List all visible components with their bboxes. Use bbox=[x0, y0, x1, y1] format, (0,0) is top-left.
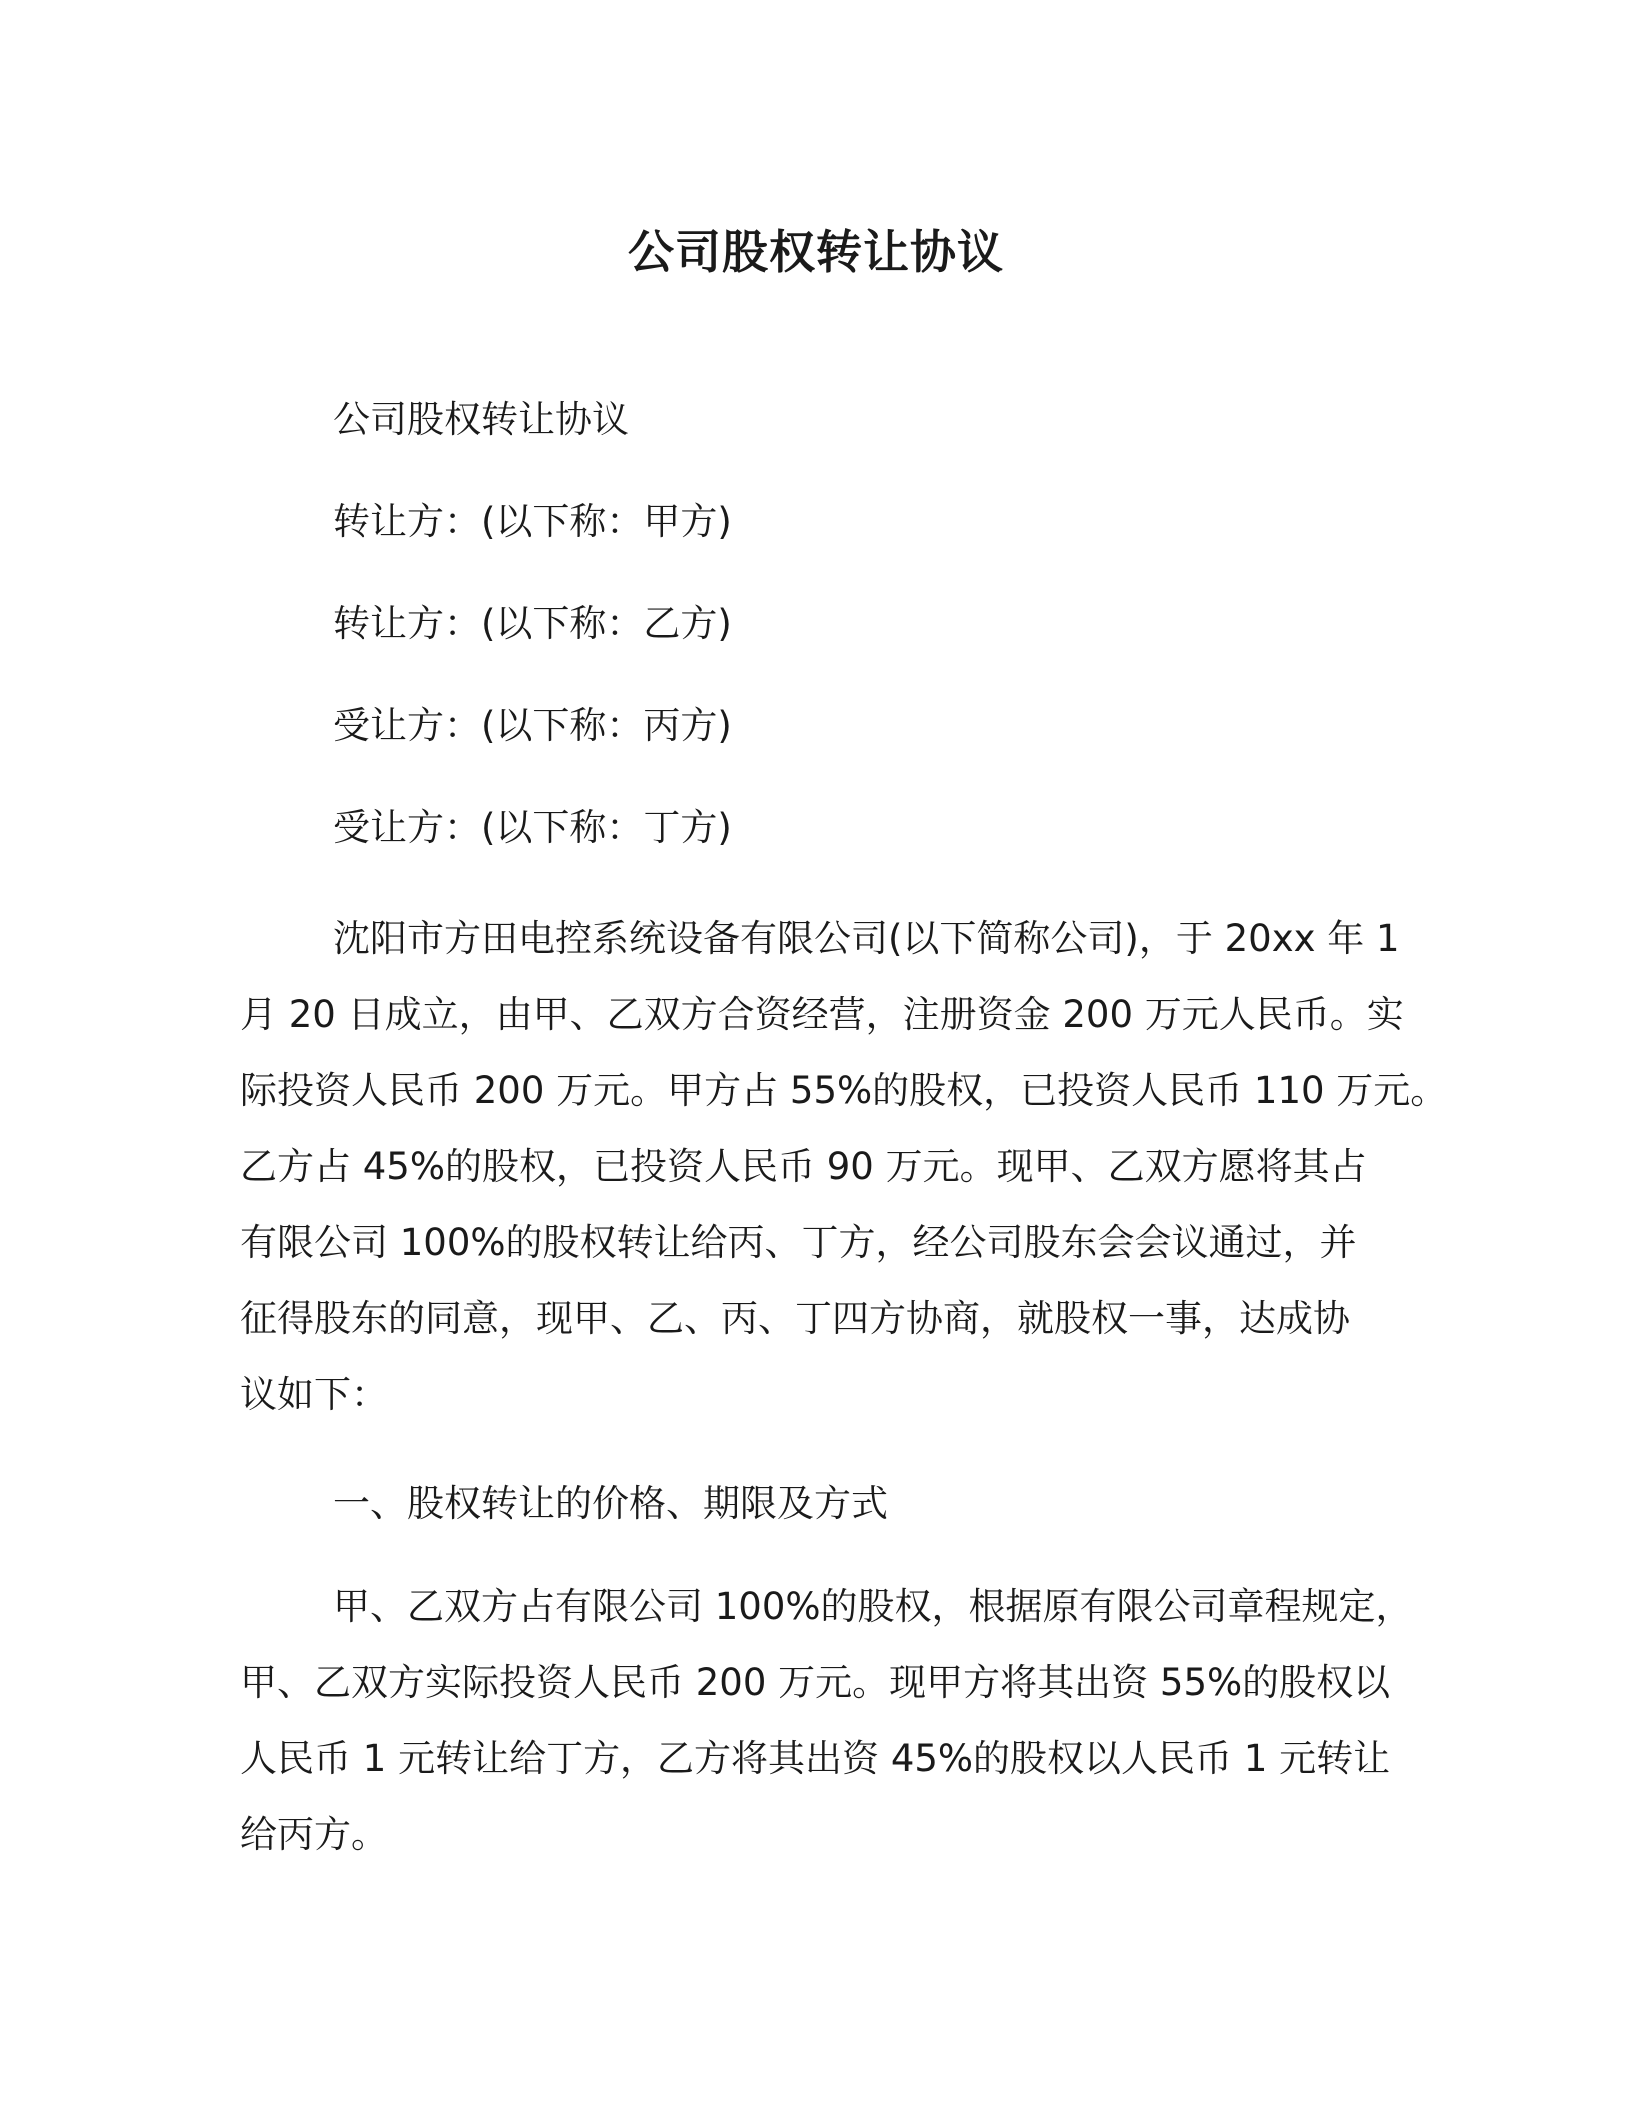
paragraph-line: 月 20 日成立，由甲、乙双方合资经营，注册资金 200 万元人民币。实 bbox=[240, 993, 1404, 1036]
section-heading: 一、股权转让的价格、期限及方式 bbox=[333, 1482, 888, 1525]
party-line-transferee-c: 受让方：(以下称：丙方) bbox=[333, 704, 732, 747]
paragraph-line: 给丙方。 bbox=[240, 1813, 388, 1856]
paragraph-line: 有限公司 100%的股权转让给丙、丁方，经公司股东会会议通过，并 bbox=[240, 1221, 1357, 1264]
paragraph-line: 甲、乙双方实际投资人民币 200 万元。现甲方将其出资 55%的股权以 bbox=[240, 1661, 1391, 1704]
paragraph-line: 乙方占 45%的股权，已投资人民币 90 万元。现甲、乙双方愿将其占 bbox=[240, 1145, 1367, 1188]
paragraph-line: 人民币 1 元转让给丁方，乙方将其出资 45%的股权以人民币 1 元转让 bbox=[240, 1737, 1391, 1780]
paragraph-line: 甲、乙双方占有限公司 100%的股权，根据原有限公司章程规定， bbox=[333, 1585, 1413, 1628]
party-line-transferor-a: 转让方：(以下称：甲方) bbox=[333, 500, 732, 543]
paragraph-line: 沈阳市方田电控系统设备有限公司(以下简称公司)，于 20xx 年 1 bbox=[333, 917, 1400, 960]
paragraph-line: 征得股东的同意，现甲、乙、丙、丁四方协商，就股权一事，达成协 bbox=[240, 1297, 1350, 1340]
paragraph-line: 际投资人民币 200 万元。甲方占 55%的股权，已投资人民币 110 万元。 bbox=[240, 1069, 1448, 1112]
party-line-transferor-b: 转让方：(以下称：乙方) bbox=[333, 602, 732, 645]
document-subtitle: 公司股权转让协议 bbox=[333, 398, 629, 441]
document-title: 公司股权转让协议 bbox=[628, 225, 1004, 279]
party-line-transferee-d: 受让方：(以下称：丁方) bbox=[333, 806, 732, 849]
paragraph-line: 议如下： bbox=[240, 1373, 388, 1416]
